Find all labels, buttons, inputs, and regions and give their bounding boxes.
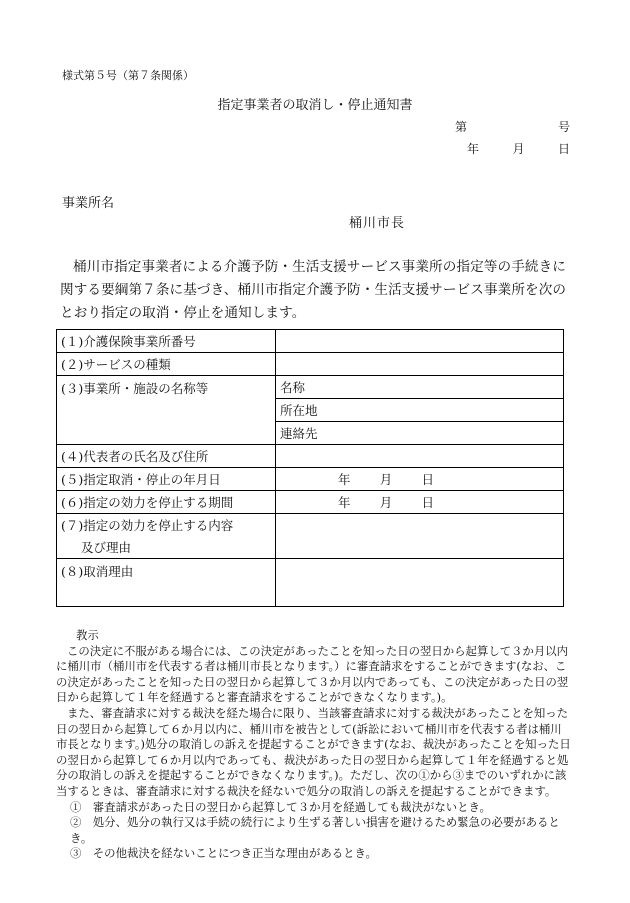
notice-item: ① 審査請求があった日の翌日から起算して３か月を経過しても裁決がないとき。 bbox=[70, 799, 491, 814]
table-row bbox=[57, 376, 564, 399]
sub-label: 名称 bbox=[276, 376, 564, 399]
recipient-label: 事業所名 bbox=[62, 196, 115, 211]
table-row bbox=[57, 330, 564, 353]
row-label: (１)介護保険事業所番号 bbox=[57, 330, 276, 353]
document-title: 指定事業者の取消し・停止通知書 bbox=[217, 98, 413, 113]
date-day: 日 bbox=[557, 142, 570, 156]
document-date bbox=[467, 140, 570, 157]
notice-paragraph: また、審査請求に対する裁決を経た場合に限り、当該審査請求に対する裁決があったことを知った日の翌日から起算して６か月以内に、桶川市を被告として(訴訟において桶川市を代表する者は桶川市長となります。)処分の取消しの訴えを提起することができます(なお、裁決があったことを知った日の翌日から起算して６か月以内であっても、裁決があった日の翌日から起算して１年を経過すると処分の取消しの訴えを提起することができなくなります。)。ただし、次の①から③までのいずれかに該当するときは、審査請求に対する裁決を経ないで処分の取消しの訴えを提起することができます。 bbox=[56, 705, 571, 798]
notice-item: ③ その他裁決を経ないことにつき正当な理由があるとき。 bbox=[70, 846, 377, 861]
value-cell bbox=[276, 445, 564, 468]
table-row bbox=[57, 353, 564, 376]
table-row bbox=[57, 559, 564, 607]
notice-item: ② 処分、処分の執行又は手続の続行により生ずる著しい損害を避けるため緊急の必要があるとき。 bbox=[70, 815, 560, 845]
date-month: 月 bbox=[379, 495, 393, 510]
value-cell bbox=[276, 330, 564, 353]
table-row bbox=[57, 468, 564, 491]
row-label: (６)指定の効力を停止する期間 bbox=[57, 491, 276, 514]
date-month: 月 bbox=[512, 142, 525, 156]
document-number bbox=[455, 118, 570, 135]
sub-label: 連絡先 bbox=[276, 422, 564, 445]
table-row bbox=[57, 514, 564, 537]
notice-table bbox=[56, 329, 564, 607]
value-cell bbox=[276, 514, 564, 559]
table-row bbox=[57, 445, 564, 468]
row-label: (５)指定取消・停止の年月日 bbox=[57, 468, 276, 491]
appeal-notice bbox=[56, 628, 572, 862]
date-day: 日 bbox=[421, 472, 434, 487]
row-label: (２)サービスの種類 bbox=[57, 353, 276, 376]
table-row bbox=[57, 491, 564, 514]
date-cell bbox=[276, 468, 564, 491]
date-year: 年 bbox=[338, 495, 351, 510]
notice-title: 教示 bbox=[76, 628, 99, 642]
value-cell bbox=[276, 353, 564, 376]
notice-paragraph: この決定に不服がある場合には、この決定があったことを知った日の翌日から起算して３か月以内に桶川市（桶川市を代表する者は桶川市長となります。）に審査請求をすることができます(なお、この決定があったことを知った日の翌日から起算して３か月以内であっても、この決定があった日の翌日から起算して１年を経過すると審査請求をすることができなくなります。)。 bbox=[56, 643, 569, 705]
row-label: (８)取消理由 bbox=[57, 559, 276, 607]
intro-paragraph: 桶川市指定事業者による介護予防・生活支援サービス事業所の指定等の手続きに関する要綱第７条に基づき、桶川市指定介護予防・生活支援サービス事業所を次のとおり指定の取消・停止を通知します。 bbox=[60, 259, 567, 321]
issuer: 桶川市長 bbox=[349, 216, 406, 231]
row-label: (７)指定の効力を停止する内容 bbox=[57, 514, 276, 537]
row-label-cont: 及び理由 bbox=[57, 536, 276, 559]
value-cell bbox=[276, 559, 564, 607]
number-prefix: 第 bbox=[455, 120, 468, 134]
row-label: (４)代表者の氏名及び住所 bbox=[57, 445, 276, 468]
date-cell bbox=[276, 491, 564, 514]
date-year: 年 bbox=[338, 472, 351, 487]
date-day: 日 bbox=[421, 495, 434, 510]
number-suffix: 号 bbox=[557, 120, 570, 134]
date-month: 月 bbox=[379, 472, 393, 487]
sub-label: 所在地 bbox=[276, 399, 564, 422]
form-number: 様式第５号（第７条関係） bbox=[62, 69, 194, 82]
date-year: 年 bbox=[467, 142, 480, 156]
row-label: (３)事業所・施設の名称等 bbox=[57, 376, 276, 445]
